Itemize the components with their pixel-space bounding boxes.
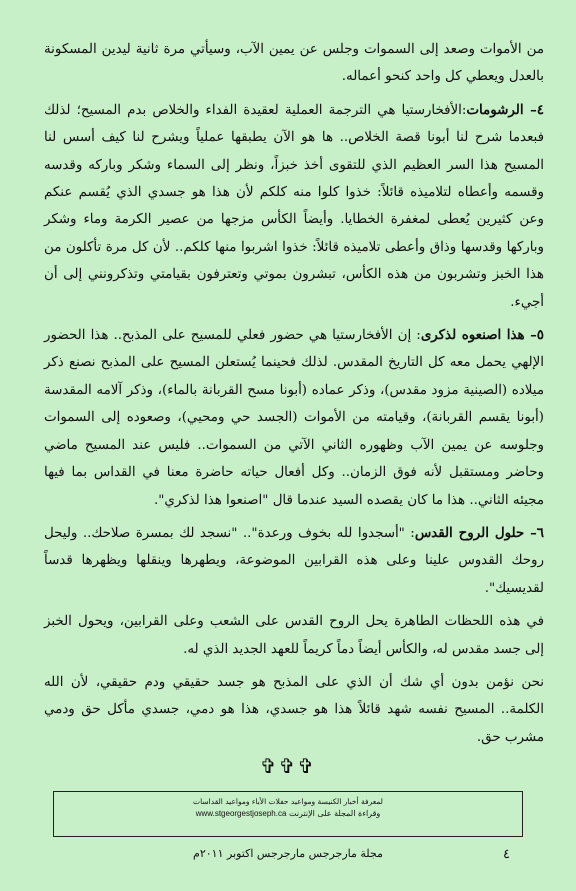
website-info-box — [53, 791, 523, 837]
magazine-title: مجلة مارجرجس مارجرجس اكتوبر ٢٠١١م — [193, 847, 383, 860]
website-info-line: لمعرفة أخبار الكنيسة ومواعيد حفلات الأباء ومواعيد القداسات — [193, 797, 383, 806]
website-url-link[interactable]: www.stgeorgestjoseph.ca — [195, 809, 287, 818]
paragraph-holy-spirit: ٦– حلول الروح القدس: "أسجدوا لله بخوف ورعدة".. "نسجد لك بمسرة صلاحك.. وليحل روحك القدوس علينا وعلى هذه القرابين الموضوعة، ويطهرها وينقلها ويظهرها قدساً لقديسيك". — [44, 524, 544, 596]
cross-divider-icon: ✞✞✞ — [259, 754, 317, 778]
paragraph-remembrance: ٥– هذا اصنعوه لذكرى: إن الأفخارستيا هي حضور فعلي للمسيح على المذبح.. هذا الحضور الإلهي يحمل معه كل التاريخ المقدس. لذلك فحينما يُستعلن المسيح على المذبح نصنع ذكر ميلاده (الصينية مزود مقدس)، وذكر عماده (أبونا مسح القربانة بالماء)، وذكر آلامه المقدسة (أبونا يقسم القربانة)، وقيامته من الأموات (الجسد حي ومحيي)، وصعوده إلى السموات وجلوسه عن يمين الآب وظهوره الثاني الآتي من السموات.. فليس عند المسيح ماضي وحاضر ومستقبل لأنه فوق الزمان.. وكل أفعال حياته حاضرة معنا في القداس بما فيها مجيئه الثاني.. هذا ما كان يقصده السيد عندما قال "اصنعوا هذا لذكري". — [44, 327, 544, 508]
page-number: ٤ — [503, 847, 510, 862]
article-body — [44, 36, 544, 751]
paragraph-signs: ٤– الرشومات:الأفخارستيا هي الترجمة العملية لعقيدة الفداء والخلاص بدم المسيح؛ لذلك فبعدما شرح لنا أبونا قصة الخلاص.. ها هو الآن يطبقها عملياً ويشرح لنا كيف أسس لنا المسيح هذا السر العظيم الذي للتقوى أخذ خبزاً، ونظر إلى السماء وشكر وباركه وقدسه وقسمه وأعطاه لتلاميذه قائلاً: خذوا كلوا منه كلكم لأن هذا هو جسدي الذي يُقسم عنكم وعن كثيرين يُعطى لمغفرة الخطايا. وأيضاً الكأس مزجها من عصير الكرمة وماء وشكر وباركها وقدسها وذاق وأعطى تلاميذه قائلاً: خذوا اشربوا منها كلكم.. لأن كل مرة تأكلون من هذا الخبز وتشربون من هذه الكأس، تبشرون بموتي وتعترفون بقيامتي وتذكرونني إلى أن أجيء. — [44, 101, 544, 310]
paragraph-transformation: في هذه اللحظات الطاهرة يحل الروح القدس على الشعب وعلى القرابين، ويحول الخبز إلى جسد مقدس له، والكأس أيضاً دماً كريماً للعهد الجديد الذي له. — [44, 614, 544, 657]
website-label: وقراءة المجلة على الإنترنت — [288, 809, 381, 818]
section-heading: ٦– حلول الروح القدس — [414, 524, 544, 541]
page-footer — [40, 847, 536, 860]
paragraph-faith: نحن نؤمن بدون أي شك أن الذي على المذبح هو جسد حقيقي ودم حقيقي، لأن الله الكلمة.. المسيح نفسه شهد قائلاً هذا هو جسدي، هذا هو دمي، جسدي مأكل حق ودمي مشرب حق. — [44, 674, 544, 745]
website-link-line — [54, 808, 522, 820]
section-heading: ٥– هذا اصنعوه لذكرى — [420, 327, 544, 344]
section-heading: ٤– الرشومات — [466, 101, 544, 118]
paragraph-intro: من الأموات وصعد إلى السموات وجلس عن يمين الآب، وسيأتي مرة ثانية ليدين المسكونة بالعدل ويعطي كل واحد كنحو أعماله. — [44, 42, 544, 85]
